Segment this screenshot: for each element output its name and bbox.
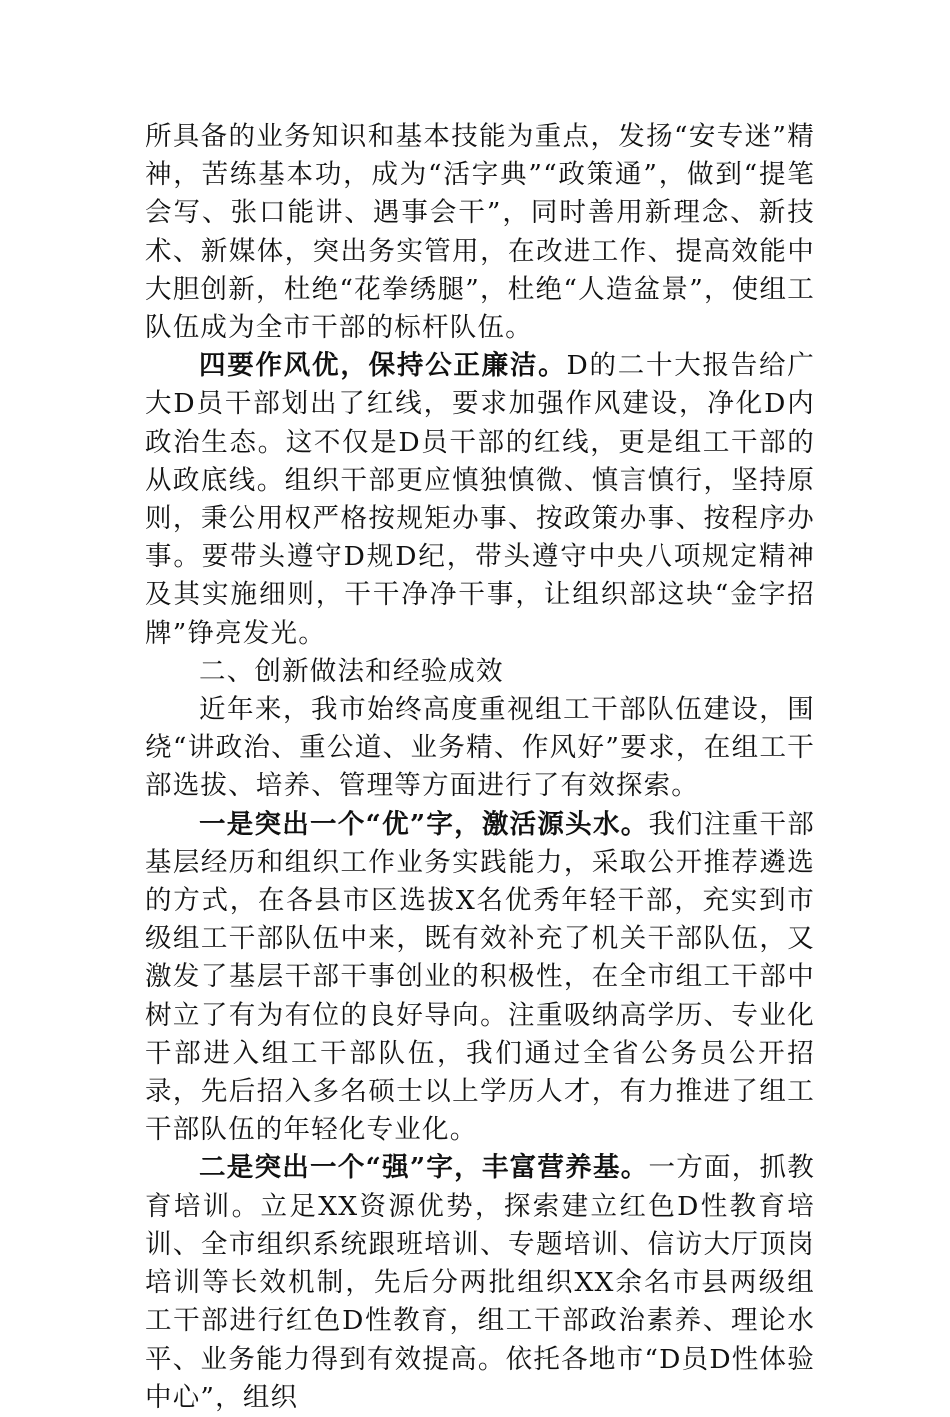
paragraph-intro xyxy=(145,691,815,806)
paragraph-second-point xyxy=(145,1149,815,1416)
section-heading: 二、创新做法和经验成效 xyxy=(199,655,504,687)
paragraph-text: 一方面，抓教育培训。立足XX资源优势，探索建立红色D性教育培训、全市组织系统跟班培训、专题培训、信访大厅顶岗培训等长效机制，先后分两批组织XX余名市县两级组工干部进行红色D性教育，组工干部政治素养、理论水平、业务能力得到有效提高。依托各地市“D员D性体验中心”，组织 xyxy=(145,1152,816,1413)
paragraph-text: 所具备的业务知识和基本技能为重点，发扬“安专迷”精神，苦练基本功，成为“活字典”“政策通”，做到“提笔会写、张口能讲、遇事会干”，同时善用新理念、新技术、新媒体，突出务实管用，在改进工作、提高效能中大胆创新，杜绝“花拳绣腿”，杜绝“人造盆景”，使组工队伍成为全市干部的标杆队伍。 xyxy=(145,121,815,344)
document-page xyxy=(145,118,815,1417)
paragraph-text: 近年来，我市始终高度重视组工干部队伍建设，围绕“讲政治、重公道、业务精、作风好”要求，在组工干部选拔、培养、管理等方面进行了有效探索。 xyxy=(145,694,815,802)
paragraph-text: 我们注重干部基层经历和组织工作业务实践能力，采取公开推荐遴选的方式，在各县市区选拔X名优秀年轻干部，充实到市级组工干部队伍中来，既有效补充了机关干部队伍，又激发了基层干部干事创业的积极性，在全市组工干部中树立了有为有位的良好导向。注重吸纳高学历、专业化干部进入组工干部队伍，我们通过全省公务员公开招录，先后招入多名硕士以上学历人才，有力推进了组工干部队伍的年轻化专业化。 xyxy=(145,808,816,1146)
paragraph-style xyxy=(145,347,815,653)
paragraph-text: D的二十大报告给广大D员干部划出了红线，要求加强作风建设，净化D内政治生态。这不仅是D员干部的红线，更是组工干部的从政底线。组织干部更应慎独慎微、慎言慎行，坚持原则，秉公用权严格按规矩办事、按政策办事、按程序办事。要带头遵守D规D纪，带头遵守中央八项规定精神及其实施细则，干干净净干事，让组织部这块“金字招牌”铮亮发光。 xyxy=(145,350,815,649)
paragraph-first-point xyxy=(145,806,815,1150)
paragraph-lead: 四要作风优，保持公正廉洁。 xyxy=(199,350,567,382)
paragraph-continuation xyxy=(145,118,815,347)
paragraph-lead: 二是突出一个“强”字，丰富营养基。 xyxy=(199,1152,649,1184)
paragraph-lead: 一是突出一个“优”字，激活源头水。 xyxy=(199,808,649,840)
